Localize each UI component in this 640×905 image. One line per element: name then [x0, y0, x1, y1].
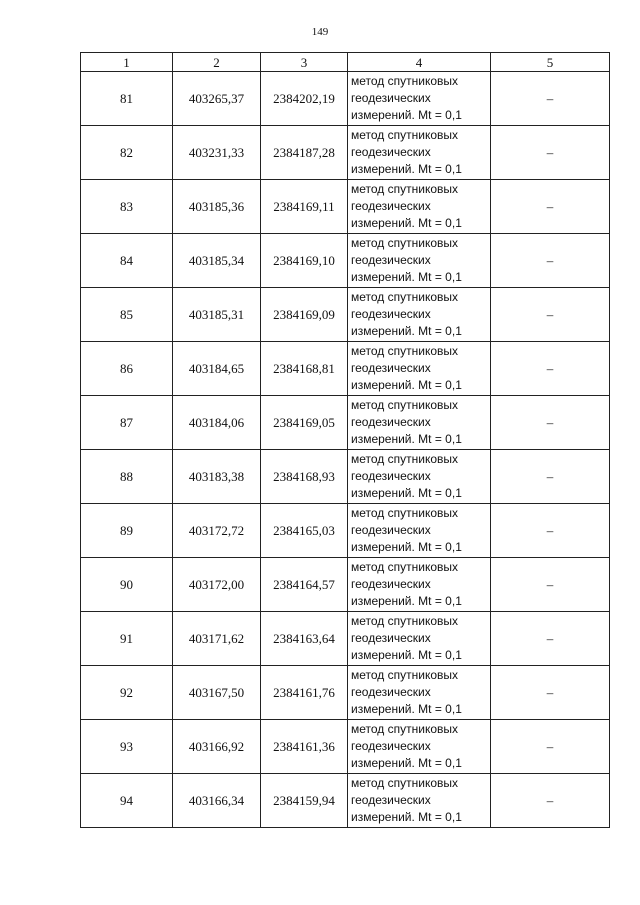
y-coordinate-cell: 2384161,76	[261, 666, 348, 720]
method-text-line: метод спутниковых	[351, 344, 459, 358]
method-cell	[348, 288, 491, 342]
method-cell	[348, 72, 491, 126]
method-text-line: измерений. Mt = 0,1	[351, 486, 462, 500]
method-cell	[348, 720, 491, 774]
table-row	[81, 72, 610, 126]
point-number-cell: 93	[81, 720, 173, 774]
table-row	[81, 774, 610, 828]
x-coordinate-cell: 403167,50	[173, 666, 261, 720]
note-cell: –	[491, 774, 610, 828]
table-row	[81, 666, 610, 720]
note-cell: –	[491, 288, 610, 342]
x-coordinate-cell: 403231,33	[173, 126, 261, 180]
note-cell: –	[491, 180, 610, 234]
method-text-line: геодезических	[351, 307, 431, 321]
method-text-line: измерений. Mt = 0,1	[351, 756, 462, 770]
method-text-line: измерений. Mt = 0,1	[351, 162, 462, 176]
method-text-line: геодезических	[351, 415, 431, 429]
method-text-line: метод спутниковых	[351, 560, 459, 574]
point-number-cell: 83	[81, 180, 173, 234]
page-number: 149	[311, 26, 329, 38]
method-text-line: измерений. Mt = 0,1	[351, 270, 462, 284]
y-coordinate-cell: 2384164,57	[261, 558, 348, 612]
method-text-line: метод спутниковых	[351, 236, 459, 250]
x-coordinate-cell: 403185,34	[173, 234, 261, 288]
point-number-cell: 84	[81, 234, 173, 288]
note-cell: –	[491, 504, 610, 558]
table-row	[81, 342, 610, 396]
method-text-line: геодезических	[351, 469, 431, 483]
method-cell	[348, 558, 491, 612]
note-cell: –	[491, 72, 610, 126]
method-text-line: геодезических	[351, 631, 431, 645]
x-coordinate-cell: 403184,06	[173, 396, 261, 450]
y-coordinate-cell: 2384163,64	[261, 612, 348, 666]
x-coordinate-cell: 403172,00	[173, 558, 261, 612]
column-header-4: 4	[348, 53, 491, 72]
method-text-line: метод спутниковых	[351, 614, 459, 628]
method-cell	[348, 450, 491, 504]
table-row	[81, 180, 610, 234]
x-coordinate-cell: 403185,31	[173, 288, 261, 342]
method-text-line: геодезических	[351, 145, 431, 159]
y-coordinate-cell: 2384161,36	[261, 720, 348, 774]
note-cell: –	[491, 720, 610, 774]
y-coordinate-cell: 2384159,94	[261, 774, 348, 828]
method-text-line: измерений. Mt = 0,1	[351, 810, 462, 824]
table-row	[81, 396, 610, 450]
y-coordinate-cell: 2384165,03	[261, 504, 348, 558]
table-row	[81, 558, 610, 612]
method-text-line: измерений. Mt = 0,1	[351, 324, 462, 338]
method-text-line: геодезических	[351, 91, 431, 105]
note-cell: –	[491, 558, 610, 612]
method-text-line: метод спутниковых	[351, 776, 459, 790]
x-coordinate-cell: 403184,65	[173, 342, 261, 396]
column-header-2: 2	[173, 53, 261, 72]
coordinates-table	[80, 52, 610, 828]
point-number-cell: 86	[81, 342, 173, 396]
method-text-line: геодезических	[351, 685, 431, 699]
y-coordinate-cell: 2384168,81	[261, 342, 348, 396]
method-text-line: измерений. Mt = 0,1	[351, 702, 462, 716]
method-text-line: метод спутниковых	[351, 506, 459, 520]
method-text-line: метод спутниковых	[351, 668, 459, 682]
table-row	[81, 288, 610, 342]
method-text-line: метод спутниковых	[351, 182, 459, 196]
x-coordinate-cell: 403166,92	[173, 720, 261, 774]
method-text-line: геодезических	[351, 739, 431, 753]
table-row	[81, 504, 610, 558]
table-body	[81, 72, 610, 828]
method-text-line: метод спутниковых	[351, 74, 459, 88]
method-text-line: метод спутниковых	[351, 290, 459, 304]
note-cell: –	[491, 342, 610, 396]
point-number-cell: 82	[81, 126, 173, 180]
note-cell: –	[491, 396, 610, 450]
method-text-line: метод спутниковых	[351, 128, 459, 142]
table-header	[81, 53, 610, 72]
method-cell	[348, 666, 491, 720]
point-number-cell: 88	[81, 450, 173, 504]
table-row	[81, 450, 610, 504]
column-header-1: 1	[81, 53, 173, 72]
method-text-line: геодезических	[351, 793, 431, 807]
method-text-line: геодезических	[351, 253, 431, 267]
method-text-line: метод спутниковых	[351, 722, 459, 736]
table-row	[81, 234, 610, 288]
y-coordinate-cell: 2384202,19	[261, 72, 348, 126]
method-cell	[348, 396, 491, 450]
method-text-line: измерений. Mt = 0,1	[351, 648, 462, 662]
method-text-line: геодезических	[351, 199, 431, 213]
note-cell: –	[491, 612, 610, 666]
note-cell: –	[491, 450, 610, 504]
method-text-line: метод спутниковых	[351, 398, 459, 412]
point-number-cell: 94	[81, 774, 173, 828]
method-cell	[348, 504, 491, 558]
method-text-line: измерений. Mt = 0,1	[351, 432, 462, 446]
point-number-cell: 87	[81, 396, 173, 450]
note-cell: –	[491, 234, 610, 288]
method-text-line: измерений. Mt = 0,1	[351, 108, 462, 122]
y-coordinate-cell: 2384169,11	[261, 180, 348, 234]
note-cell: –	[491, 666, 610, 720]
point-number-cell: 81	[81, 72, 173, 126]
note-cell: –	[491, 126, 610, 180]
x-coordinate-cell: 403171,62	[173, 612, 261, 666]
y-coordinate-cell: 2384169,05	[261, 396, 348, 450]
method-text-line: метод спутниковых	[351, 452, 459, 466]
table-row	[81, 612, 610, 666]
column-header-3: 3	[261, 53, 348, 72]
method-text-line: измерений. Mt = 0,1	[351, 594, 462, 608]
method-text-line: геодезических	[351, 577, 431, 591]
table-row	[81, 720, 610, 774]
x-coordinate-cell: 403265,37	[173, 72, 261, 126]
point-number-cell: 89	[81, 504, 173, 558]
point-number-cell: 90	[81, 558, 173, 612]
method-text-line: геодезических	[351, 523, 431, 537]
x-coordinate-cell: 403172,72	[173, 504, 261, 558]
y-coordinate-cell: 2384169,10	[261, 234, 348, 288]
method-cell	[348, 612, 491, 666]
point-number-cell: 85	[81, 288, 173, 342]
y-coordinate-cell: 2384187,28	[261, 126, 348, 180]
column-header-5: 5	[491, 53, 610, 72]
method-cell	[348, 342, 491, 396]
header-row	[81, 53, 610, 72]
method-text-line: измерений. Mt = 0,1	[351, 378, 462, 392]
point-number-cell: 91	[81, 612, 173, 666]
x-coordinate-cell: 403166,34	[173, 774, 261, 828]
table-row	[81, 126, 610, 180]
method-cell	[348, 774, 491, 828]
y-coordinate-cell: 2384169,09	[261, 288, 348, 342]
method-cell	[348, 180, 491, 234]
y-coordinate-cell: 2384168,93	[261, 450, 348, 504]
method-cell	[348, 126, 491, 180]
x-coordinate-cell: 403183,38	[173, 450, 261, 504]
method-text-line: геодезических	[351, 361, 431, 375]
method-text-line: измерений. Mt = 0,1	[351, 540, 462, 554]
x-coordinate-cell: 403185,36	[173, 180, 261, 234]
point-number-cell: 92	[81, 666, 173, 720]
method-text-line: измерений. Mt = 0,1	[351, 216, 462, 230]
method-cell	[348, 234, 491, 288]
